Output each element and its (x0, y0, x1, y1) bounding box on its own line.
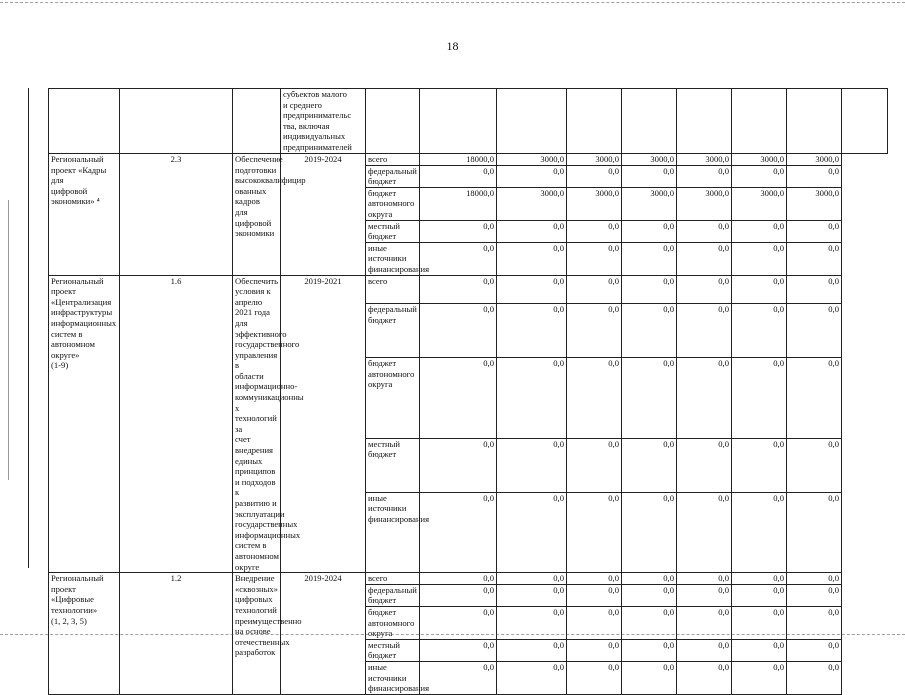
funding-value: 0,0 (732, 358, 787, 438)
funding-source: всего (366, 573, 420, 585)
funding-source: бюджет автономного округа (366, 606, 420, 639)
funding-source: бюджет автономного округа (366, 187, 420, 220)
funding-value: 0,0 (787, 165, 842, 187)
funding-value: 0,0 (732, 438, 787, 492)
funding-value: 0,0 (567, 438, 622, 492)
funding-value: 0,0 (787, 584, 842, 606)
measure-description: Обеспечить условия к апрелю 2021 года для эффективного государственного управления в области информационно- коммуникационны х технологий за счет внедрения единых принципов и подходов к развитию и эксплуатации государственных информационных систем в автономном округе (233, 275, 281, 573)
funding-value: 0,0 (622, 661, 677, 694)
funding-source: федеральный бюджет (366, 584, 420, 606)
funding-value: 0,0 (622, 275, 677, 303)
funding-value: 0,0 (420, 606, 497, 639)
funding-value: 3000,0 (622, 154, 677, 166)
funding-value: 0,0 (622, 220, 677, 242)
funding-value: 0,0 (420, 573, 497, 585)
funding-value: 0,0 (420, 275, 497, 303)
funding-value: 3000,0 (787, 154, 842, 166)
funding-value: 0,0 (497, 303, 567, 357)
implementation-period: 2019-2024 (281, 573, 366, 695)
funding-value: 3000,0 (787, 187, 842, 220)
empty-cell (120, 89, 233, 154)
funding-value: 0,0 (677, 573, 732, 585)
funding-value: 0,0 (677, 358, 732, 438)
margin-rule-faint (8, 200, 9, 480)
funding-value: 3000,0 (567, 187, 622, 220)
implementation-period: 2019-2024 (281, 154, 366, 276)
funding-value: 0,0 (497, 639, 567, 661)
funding-value: 0,0 (677, 165, 732, 187)
funding-source: местный бюджет (366, 220, 420, 242)
funding-value: 0,0 (732, 661, 787, 694)
funding-value: 0,0 (787, 358, 842, 438)
table-row (49, 154, 888, 166)
funding-value: 0,0 (787, 303, 842, 357)
funding-value: 0,0 (677, 220, 732, 242)
funding-value: 0,0 (497, 275, 567, 303)
funding-value: 0,0 (420, 438, 497, 492)
project-code: 1.2 (120, 573, 233, 695)
empty-cell (677, 89, 732, 154)
funding-value: 0,0 (787, 492, 842, 572)
funding-value: 0,0 (420, 492, 497, 572)
empty-cell (366, 89, 420, 154)
funding-value: 0,0 (787, 242, 842, 275)
funding-value: 0,0 (732, 492, 787, 572)
funding-value: 0,0 (732, 639, 787, 661)
funding-value: 0,0 (787, 438, 842, 492)
funding-source: иные источники финансирования (366, 242, 420, 275)
funding-value: 3000,0 (732, 154, 787, 166)
project-name: Региональный проект «Цифровые технологии» (1, 2, 3, 5) (49, 573, 120, 695)
funding-value: 0,0 (567, 606, 622, 639)
funding-value: 0,0 (677, 275, 732, 303)
funding-source: федеральный бюджет (366, 165, 420, 187)
funding-value: 0,0 (420, 358, 497, 438)
funding-value: 0,0 (787, 639, 842, 661)
empty-cell (233, 89, 281, 154)
funding-value: 0,0 (567, 275, 622, 303)
funding-value: 18000,0 (420, 187, 497, 220)
funding-value: 0,0 (420, 661, 497, 694)
empty-cell (842, 89, 888, 154)
funding-value: 0,0 (622, 639, 677, 661)
funding-value: 0,0 (567, 573, 622, 585)
funding-source: федеральный бюджет (366, 303, 420, 357)
funding-value: 0,0 (677, 242, 732, 275)
table-row (49, 89, 888, 154)
funding-value: 0,0 (622, 492, 677, 572)
funding-value: 0,0 (497, 573, 567, 585)
funding-value: 0,0 (622, 438, 677, 492)
funding-value: 3000,0 (622, 187, 677, 220)
funding-value: 0,0 (567, 303, 622, 357)
funding-value: 0,0 (622, 358, 677, 438)
funding-source: бюджет автономного округа (366, 358, 420, 438)
funding-value: 0,0 (497, 220, 567, 242)
funding-source: местный бюджет (366, 639, 420, 661)
funding-value: 0,0 (732, 303, 787, 357)
implementation-period: 2019-2021 (281, 275, 366, 573)
measure-description: Внедрение «сквозных» цифровых технологий преимущественно на основе отечественных разработок (233, 573, 281, 695)
funding-value: 3000,0 (732, 187, 787, 220)
empty-cell (787, 89, 842, 154)
funding-value: 0,0 (732, 242, 787, 275)
funding-value: 0,0 (787, 661, 842, 694)
measure-description: субъектов малого и среднего предпринимательс тва, включая индивидуальных предпринимателей (281, 89, 366, 154)
funding-value: 0,0 (420, 220, 497, 242)
funding-value: 0,0 (677, 438, 732, 492)
project-name: Региональный проект «Централизация инфраструктуры информационных систем в автономном округе» (1-9) (49, 275, 120, 573)
funding-source: всего (366, 154, 420, 166)
funding-value: 0,0 (787, 220, 842, 242)
scan-edge-bottom (0, 634, 905, 635)
funding-value: 0,0 (497, 165, 567, 187)
funding-value: 0,0 (677, 661, 732, 694)
funding-value: 0,0 (497, 606, 567, 639)
funding-value: 3000,0 (497, 187, 567, 220)
funding-value: 0,0 (497, 242, 567, 275)
funding-value: 0,0 (787, 275, 842, 303)
funding-value: 0,0 (497, 584, 567, 606)
funding-value: 0,0 (567, 584, 622, 606)
funding-table (48, 88, 888, 695)
funding-value: 0,0 (567, 661, 622, 694)
funding-value: 0,0 (497, 358, 567, 438)
table-row (49, 275, 888, 303)
funding-value: 0,0 (567, 165, 622, 187)
funding-value: 0,0 (677, 606, 732, 639)
funding-value: 0,0 (567, 639, 622, 661)
empty-cell (567, 89, 622, 154)
funding-value: 0,0 (622, 303, 677, 357)
funding-value: 18000,0 (420, 154, 497, 166)
project-name: Региональный проект «Кадры для цифровой экономики» ⁴ (49, 154, 120, 276)
funding-value: 0,0 (622, 165, 677, 187)
funding-value: 0,0 (787, 573, 842, 585)
measure-description: Обеспечение подготовки высококвалифицир ованных кадров для цифровой экономики (233, 154, 281, 276)
funding-value: 3000,0 (677, 154, 732, 166)
funding-value: 0,0 (567, 492, 622, 572)
funding-source: иные источники финансирования (366, 661, 420, 694)
project-code: 1.6 (120, 275, 233, 573)
table-row (49, 573, 888, 585)
funding-value: 0,0 (732, 606, 787, 639)
funding-value: 0,0 (567, 358, 622, 438)
funding-value: 0,0 (567, 242, 622, 275)
funding-value: 0,0 (420, 584, 497, 606)
funding-value: 0,0 (677, 639, 732, 661)
funding-value: 0,0 (677, 303, 732, 357)
funding-value: 0,0 (677, 492, 732, 572)
page-number: 18 (446, 39, 459, 53)
empty-cell (497, 89, 567, 154)
funding-value: 3000,0 (497, 154, 567, 166)
funding-value: 0,0 (622, 606, 677, 639)
funding-source: всего (366, 275, 420, 303)
empty-cell (622, 89, 677, 154)
funding-source: местный бюджет (366, 438, 420, 492)
funding-value: 0,0 (567, 220, 622, 242)
funding-value: 0,0 (732, 165, 787, 187)
funding-value: 0,0 (622, 584, 677, 606)
funding-value: 3000,0 (677, 187, 732, 220)
funding-value: 0,0 (732, 584, 787, 606)
empty-cell (732, 89, 787, 154)
funding-value: 0,0 (622, 573, 677, 585)
empty-cell (420, 89, 497, 154)
scan-edge-top (0, 2, 905, 3)
funding-value: 0,0 (677, 584, 732, 606)
funding-value: 0,0 (497, 492, 567, 572)
funding-value: 0,0 (732, 573, 787, 585)
funding-value: 0,0 (622, 242, 677, 275)
funding-value: 0,0 (497, 661, 567, 694)
funding-value: 0,0 (732, 275, 787, 303)
funding-value: 3000,0 (567, 154, 622, 166)
funding-value: 0,0 (420, 165, 497, 187)
project-code: 2.3 (120, 154, 233, 276)
funding-value: 0,0 (420, 303, 497, 357)
funding-source: иные источники финансирования (366, 492, 420, 572)
funding-value: 0,0 (497, 438, 567, 492)
margin-rule (28, 88, 29, 568)
funding-value: 0,0 (787, 606, 842, 639)
funding-value: 0,0 (420, 242, 497, 275)
funding-value: 0,0 (732, 220, 787, 242)
empty-cell (49, 89, 120, 154)
funding-value: 0,0 (420, 639, 497, 661)
